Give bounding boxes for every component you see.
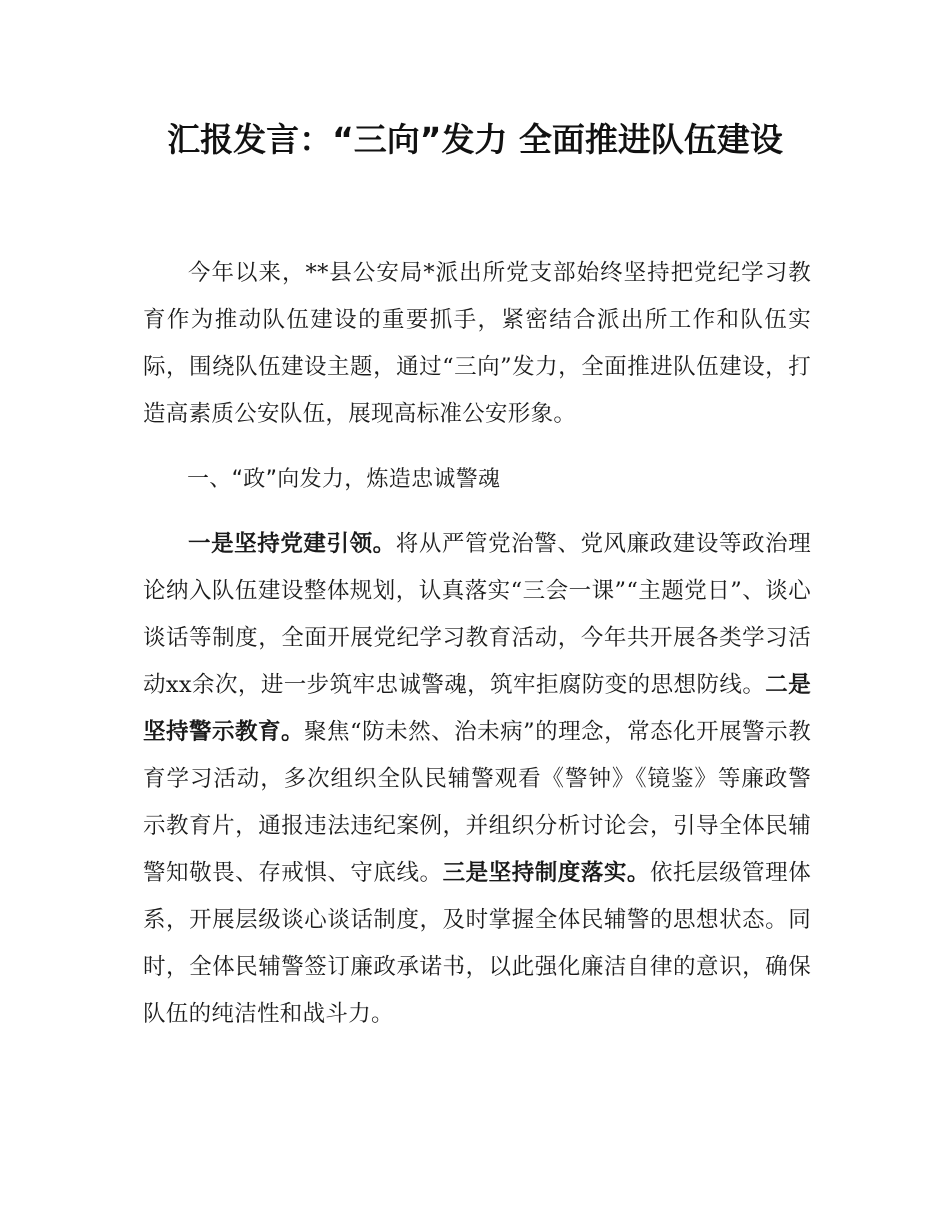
- point-2-label: 二是坚持警示教育。: [143, 672, 811, 745]
- document-body: [143, 250, 811, 1056]
- section-paragraph: [143, 521, 811, 1038]
- section-heading: 一、“政”向发力，炼造忠诚警魂: [187, 467, 501, 492]
- point-1-label: 一是坚持党建引领。: [188, 531, 396, 557]
- point-2-text: 聚焦“防未然、治未病”的理念，常态化开展警示教育学习活动，多次组织全队民辅警观看《警钟》《镜鉴》等廉政警示教育片，通报违法违纪案例，并组织分析讨论会，引导全体民辅警知敬畏、存戒惧、守底线。: [143, 719, 811, 886]
- point-3-label: 三是坚持制度落实。: [442, 860, 650, 886]
- point-3-text: 依托层级管理体系，开展层级谈心谈话制度，及时掌握全体民辅警的思想状态。同时，全体民辅警签订廉政承诺书，以此强化廉洁自律的意识，确保队伍的纯洁性和战斗力。: [143, 860, 812, 1027]
- point-1-text: 将从严管党治警、党风廉政建设等政治理论纳入队伍建设整体规划，认真落实“三会一课”“主题党日”、谈心谈话等制度，全面开展党纪学习教育活动，今年共开展各类学习活动xx余次，进一步筑牢忠诚警魂，筑牢拒腐防变的思想防线。: [143, 531, 811, 698]
- document-title: 汇报发言：“三向”发力 全面推进队伍建设: [167, 120, 783, 159]
- intro-paragraph: 今年以来，**县公安局*派出所党支部始终坚持把党纪学习教育作为推动队伍建设的重要抓手，紧密结合派出所工作和队伍实际，围绕队伍建设主题，通过“三向”发力，全面推进队伍建设，打造高素质公安队伍，展现高标准公安形象。: [143, 260, 811, 427]
